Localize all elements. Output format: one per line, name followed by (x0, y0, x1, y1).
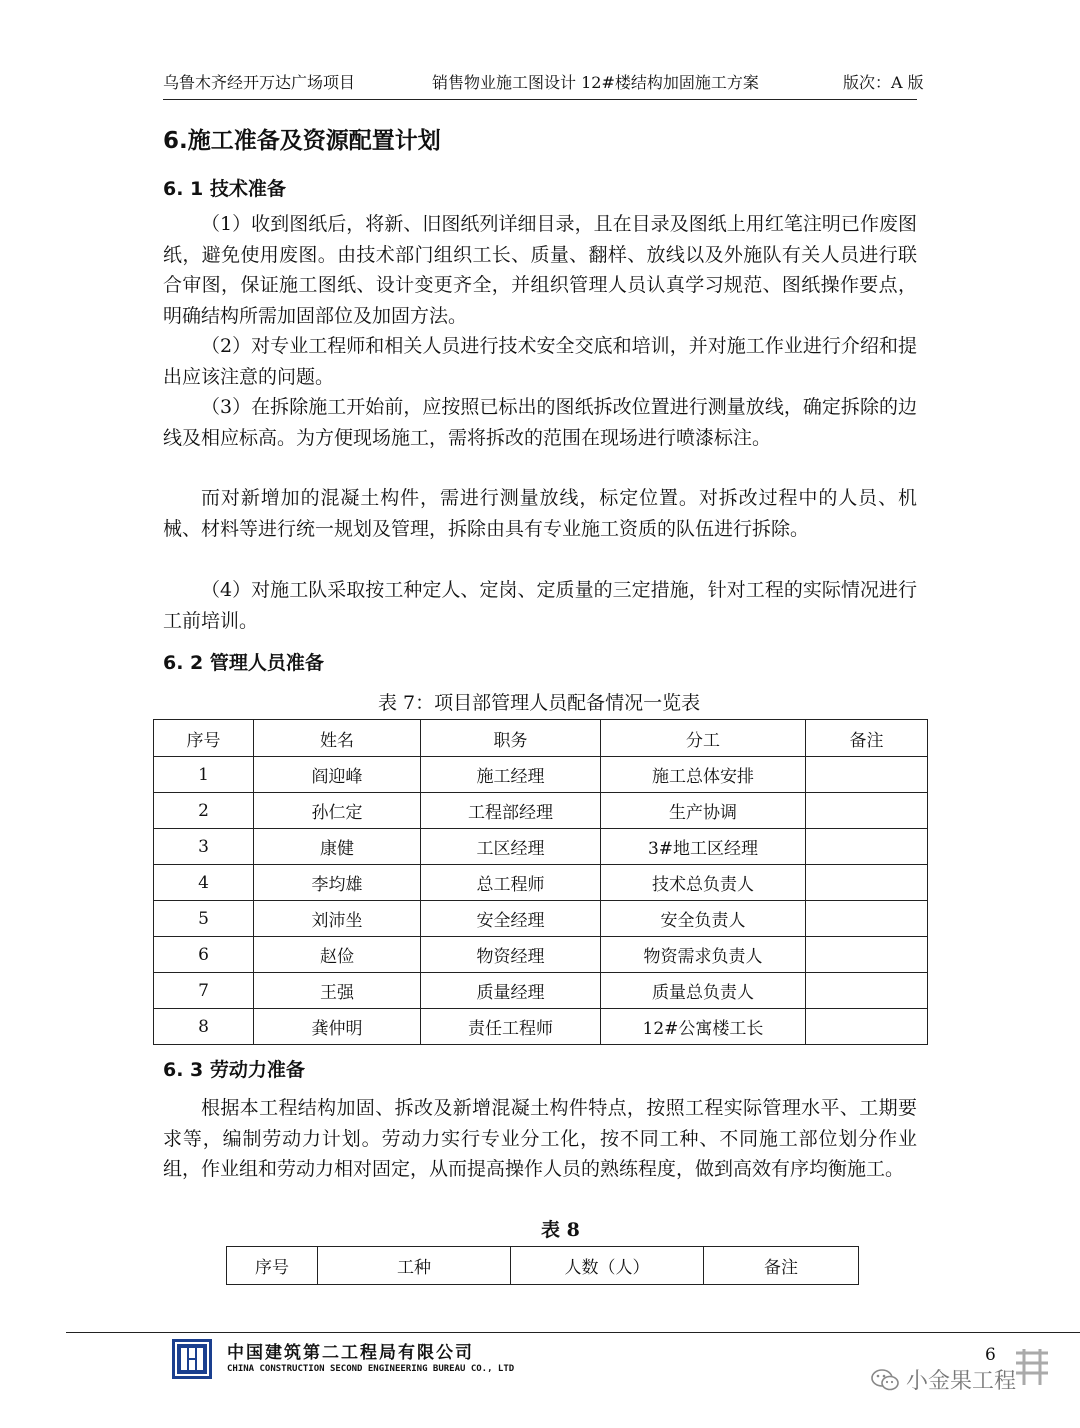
table-row (154, 829, 928, 865)
table-cell: 康健 (254, 829, 421, 865)
table-cell: 技术总负责人 (601, 865, 806, 901)
table-cell: 生产协调 (601, 793, 806, 829)
table-cell: 3#地工区经理 (601, 829, 806, 865)
table-cell: 总工程师 (421, 865, 601, 901)
table-7-header-cell: 备注 (806, 720, 928, 757)
header-project-name: 乌鲁木齐经开万达广场项目 (163, 73, 356, 92)
company-name-cn: 中国建筑第二工程局有限公司 (227, 1343, 474, 1363)
table-7-header-cell: 序号 (154, 720, 254, 757)
table-cell: 质量总负责人 (601, 973, 806, 1009)
table-8-header-cell: 备注 (704, 1247, 859, 1285)
section-6-1-paragraph-2: （2）对专业工程师和相关人员进行技术安全交底和培训，并对施工作业进行介绍和提出应该注意的问题。 (163, 335, 917, 388)
section-6-1-paragraph-4: 而对新增加的混凝土构件，需进行测量放线，标定位置。对拆改过程中的人员、机械、材料等进行统一规划及管理，拆除由具有专业施工资质的队伍进行拆除。 (163, 487, 917, 540)
header-document-title: 销售物业施工图设计 12#楼结构加固施工方案 (432, 73, 759, 92)
table-cell (806, 865, 928, 901)
table-cell: 刘沛坐 (254, 901, 421, 937)
table-row (154, 937, 928, 973)
table-cell (806, 793, 928, 829)
table-cell: 4 (154, 865, 254, 901)
table-7-caption: 表 7：项目部管理人员配备情况一览表 (378, 692, 701, 714)
table-7-header-cell: 分工 (601, 720, 806, 757)
table-cell: 物资需求负责人 (601, 937, 806, 973)
table-7-header-cell: 姓名 (254, 720, 421, 757)
table-cell: 李均雄 (254, 865, 421, 901)
table-cell: 6 (154, 937, 254, 973)
table-row (154, 865, 928, 901)
table-cell: 赵俭 (254, 937, 421, 973)
table-cell: 安全经理 (421, 901, 601, 937)
header-revision: 版次：A 版 (843, 73, 924, 92)
section-6-1-paragraph-5: （4）对施工队采取按工种定人、定岗、定质量的三定措施，针对工程的实际情况进行工前培训。 (163, 579, 917, 632)
table-cell (806, 1009, 928, 1045)
management-staff-table (153, 719, 928, 1045)
section-6-3-heading: 6. 3 劳动力准备 (163, 1059, 305, 1081)
table-row (154, 1009, 928, 1045)
table-row (154, 757, 928, 793)
table-cell: 责任工程师 (421, 1009, 601, 1045)
section-6-2-heading: 6. 2 管理人员准备 (163, 652, 324, 674)
header-divider (163, 99, 917, 100)
footer-divider (66, 1332, 1080, 1333)
table-cell: 孙仁定 (254, 793, 421, 829)
table-row (154, 973, 928, 1009)
section-6-1-heading: 6. 1 技术准备 (163, 178, 286, 200)
table-row (154, 901, 928, 937)
section-6-3-paragraph: 根据本工程结构加固、拆改及新增混凝土构件特点，按照工程实际管理水平、工期要求等，编制劳动力计划。劳动力实行专业分工化，按不同工种、不同施工部位划分作业组，作业组和劳动力相对固定，从而提高操作人员的熟练程度，做到高效有序均衡施工。 (163, 1097, 917, 1180)
table-cell: 2 (154, 793, 254, 829)
table-cell: 3 (154, 829, 254, 865)
table-7-header-row (154, 720, 928, 757)
table-cell: 质量经理 (421, 973, 601, 1009)
table-row (154, 793, 928, 829)
table-cell (806, 757, 928, 793)
table-cell: 物资经理 (421, 937, 601, 973)
table-cell: 阎迎峰 (254, 757, 421, 793)
page-number: 6 (985, 1345, 996, 1365)
watermark-logo-icon (1012, 1345, 1052, 1389)
company-name-en: CHINA CONSTRUCTION SECOND ENGINEERING BUREAU CO., LTD (227, 1364, 515, 1374)
table-cell: 7 (154, 973, 254, 1009)
table-cell: 12#公寓楼工长 (601, 1009, 806, 1045)
table-8-header-row (227, 1247, 859, 1285)
table-cell (806, 937, 928, 973)
section-6-1-paragraph-3: （3）在拆除施工开始前，应按照已标出的图纸拆改位置进行测量放线，确定拆除的边线及相应标高。为方便现场施工，需将拆改的范围在现场进行喷漆标注。 (163, 396, 917, 449)
table-cell: 1 (154, 757, 254, 793)
table-cell (806, 973, 928, 1009)
section-6-heading: 6.施工准备及资源配置计划 (163, 128, 441, 154)
cscec-logo-icon (172, 1339, 212, 1379)
table-8-caption: 表 8 (541, 1219, 580, 1241)
table-cell: 龚仲明 (254, 1009, 421, 1045)
labor-force-table (226, 1246, 859, 1285)
table-cell: 5 (154, 901, 254, 937)
table-cell (806, 901, 928, 937)
table-cell: 8 (154, 1009, 254, 1045)
table-cell: 工区经理 (421, 829, 601, 865)
table-cell: 施工经理 (421, 757, 601, 793)
watermark-text: 小金果工程 (906, 1369, 1017, 1394)
table-cell: 王强 (254, 973, 421, 1009)
table-7-header-cell: 职务 (421, 720, 601, 757)
table-cell: 工程部经理 (421, 793, 601, 829)
section-6-1-paragraph-1: （1）收到图纸后，将新、旧图纸列详细目录，且在目录及图纸上用红笔注明已作废图纸，避免使用废图。由技术部门组织工长、质量、翻样、放线以及外施队有关人员进行联合审图，保证施工图纸、设计变更齐全，并组织管理人员认真学习规范、图纸操作要点，明确结构所需加固部位及加固方法。 (163, 213, 917, 327)
table-cell (806, 829, 928, 865)
table-8-header-cell: 工种 (318, 1247, 511, 1285)
table-cell: 安全负责人 (601, 901, 806, 937)
table-cell: 施工总体安排 (601, 757, 806, 793)
table-8-header-cell: 人数（人） (511, 1247, 704, 1285)
table-8-header-cell: 序号 (227, 1247, 318, 1285)
wechat-icon (870, 1368, 900, 1392)
